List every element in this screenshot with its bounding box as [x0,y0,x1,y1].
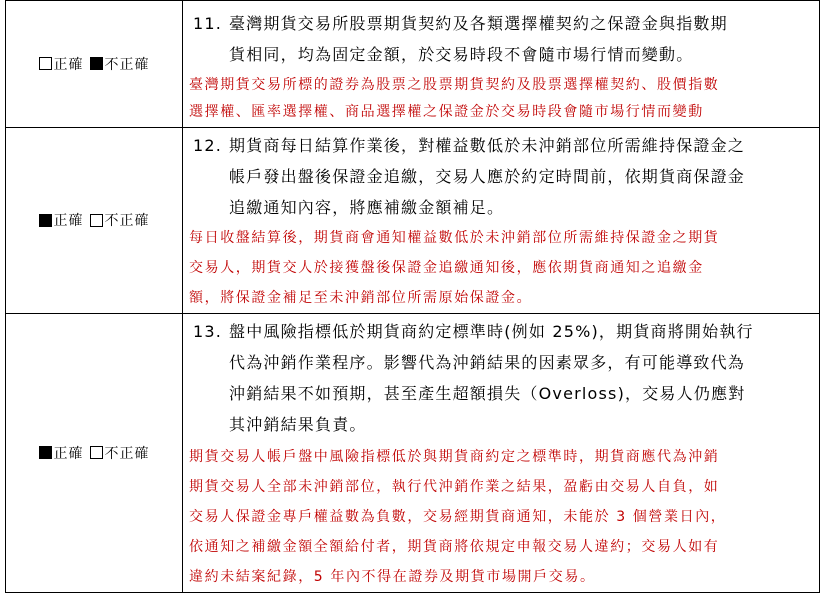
question-number: 12. [193,136,223,155]
answer-options-cell [6,314,183,593]
answer-explanation [183,440,819,592]
answer-sheet [5,0,818,593]
question-body [183,1,820,128]
question-statement [183,128,819,223]
statement-line: 12. 期貨商每日結算作業後，對權益數低於未沖銷部位所需維持保證金之 [193,130,813,161]
answer-explanation [183,223,819,313]
statement-line: 11. 臺灣期貨交易所股票期貨契約及各類選擇權契約之保證金與指數期 [193,8,813,39]
checkbox-incorrect[interactable] [90,57,103,70]
incorrect-label: 不正確 [104,56,150,73]
question-table [5,0,820,593]
checkbox-incorrect[interactable] [90,214,103,227]
explanation-line: 臺灣期貨交易所標的證券為股票之股票期貨契約及股票選擇權契約、股價指數 [189,77,720,93]
checkbox-correct[interactable] [39,214,52,227]
explanation-line: 選擇權、匯率選擇權、商品選擇權之保證金於交易時段會隨市場行情而變動 [189,104,704,120]
incorrect-label: 不正確 [104,445,150,462]
correct-label: 正確 [53,213,84,230]
explanation-line: 每日收盤結算後，期貨商會通知權益數低於未沖銷部位所需維持保證金之期貨 [189,230,720,246]
answer-explanation [183,70,819,126]
explanation-line: 期貨交易人帳戶盤中風險指標低於與期貨商約定之標準時，期貨商應代為沖銷 [189,449,720,465]
question-body [183,314,820,593]
explanation-line: 交易人保證金專戶權益數為負數，交易經期貨商通知，未能於 3 個營業日內， [189,509,727,525]
explanation-line: 期貨交易人全部未沖銷部位，執行代沖銷作業之結果，盈虧由交易人自負，如 [189,479,720,495]
checkbox-correct[interactable] [39,57,52,70]
statement-line: 貨相同，均為固定金額，於交易時段不會隨市場行情而變動。 [229,45,694,64]
statement-line: 13. 盤中風險指標低於期貨商約定標準時(例如 25%)，期貨商將開始執行 [193,316,813,347]
explanation-line: 交易人，期貨交人於接獲盤後保證金追繳通知後，應依期貨商通知之追繳金 [189,260,704,276]
answer-options [39,210,150,230]
question-number: 11. [193,14,223,33]
statement-line: 其沖銷結果負責。 [229,415,367,434]
explanation-line: 違約未結案紀錄，5 年內不得在證券及期貨市場開戶交易。 [189,569,596,585]
question-statement [183,314,819,440]
answer-options-cell [6,1,183,128]
question-row-12 [6,128,820,314]
answer-options-cell [6,128,183,314]
correct-label: 正確 [53,56,84,73]
question-row-11 [6,1,820,128]
correct-label: 正確 [53,445,84,462]
question-body [183,128,820,314]
question-number: 13. [193,322,223,341]
explanation-line: 額，將保證金補足至未沖銷部位所需原始保證金。 [189,290,533,306]
incorrect-label: 不正確 [104,213,150,230]
statement-line: 代為沖銷作業程序。影響代為沖銷結果的因素眾多，有可能導致代為 [229,353,746,372]
checkbox-correct[interactable] [39,446,52,459]
question-row-13 [6,314,820,593]
question-statement [183,2,819,70]
statement-line: 追繳通知內容，將應補繳金額補足。 [229,198,505,217]
checkbox-incorrect[interactable] [90,446,103,459]
answer-options [39,443,150,463]
statement-line: 帳戶發出盤後保證金追繳，交易人應於約定時間前，依期貨商保證金 [229,167,746,186]
statement-line: 沖銷結果不如預期，甚至產生超額損失（Overloss)，交易人仍應對 [229,384,746,403]
answer-options [39,54,150,74]
explanation-line: 依通知之補繳金額全額給付者，期貨商將依規定申報交易人違約；交易人如有 [189,539,720,555]
